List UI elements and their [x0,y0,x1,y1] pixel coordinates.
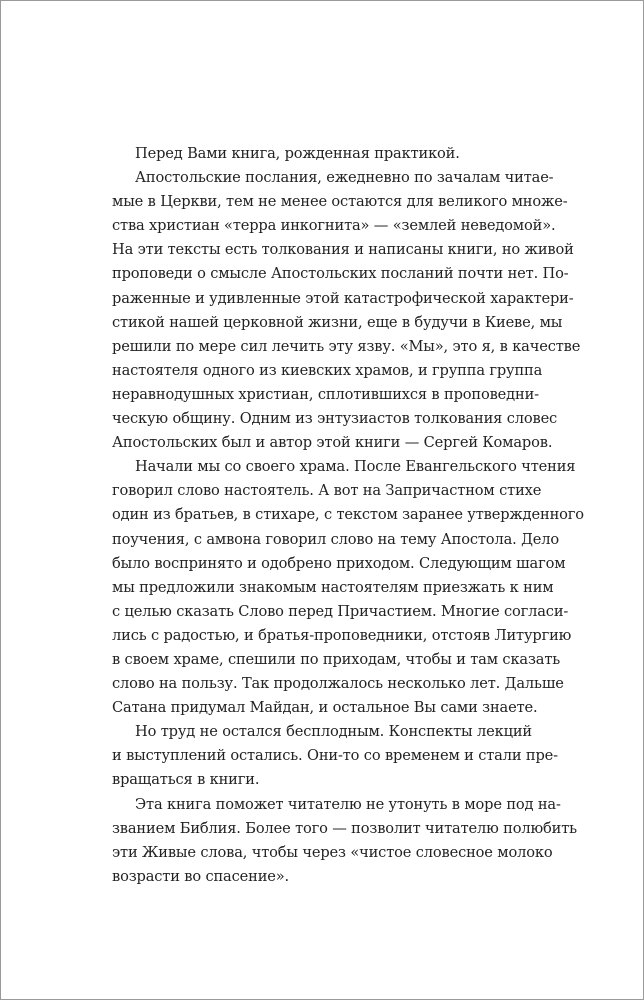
text-line: лись с радостью, и братья-проповедники, отстояв Литургию [112,626,572,644]
text-line: говорил слово настоятель. А вот на Запричастном стихе [112,482,542,500]
paragraph [112,793,577,889]
text-line: На эти тексты есть толкования и написаны книги, но живой [112,241,574,259]
text-line: возрасти во спасение». [112,867,290,885]
text-line: мые в Церкви, тем не менее остаются для великого множе- [112,193,568,211]
paragraph [112,166,581,455]
text-line: Перед Вами книга, рожденная практикой. [135,145,460,162]
text-line: Сатана придумал Майдан, и остальное Вы сами знаете. [112,699,538,717]
text-line: ческую общину. Одним из энтузиастов толкования словес [112,410,558,428]
text-line: проповеди о смысле Апостольских посланий почти нет. По- [112,265,569,283]
text-line: неравнодушных христиан, сплотившихся в проповедни- [112,385,539,403]
body-text [112,142,584,889]
text-line: мы предложили знакомым настоятелям приезжать к ним [112,578,554,596]
text-line: вращаться в книги. [112,771,260,789]
text-line: званием Библия. Более того — позволит читателю полюбить [112,819,577,837]
text-line: настоятеля одного из киевских храмов, и группа группа [112,361,543,379]
text-line: и выступлений остались. Они-то со временем и стали пре- [112,747,558,765]
text-line: ства христиан «терра инкогнита» — «землей неведомой». [112,217,556,235]
text-line: с целью сказать Слово перед Причастием. Многие согласи- [112,602,569,620]
text-line: Эта книга поможет читателю не утонуть в море под на- [135,795,561,813]
text-line: в своем храме, спешили по приходам, чтобы и там сказать [112,650,561,668]
text-line: эти Живые слова, чтобы через «чистое словесное молоко [112,843,553,861]
text-line: поучения, с амвона говорил слово на тему Апостола. Дело [112,530,560,548]
paragraph [112,142,532,166]
text-line: Апостольских был и автор этой книги — Сергей Комаров. [112,434,553,452]
text-line: решили по мере сил лечить эту язву. «Мы», это я, в качестве [112,337,581,355]
text-line: было воспринято и одобрено приходом. Следующим шагом [112,554,566,572]
text-line: Но труд не остался бесплодным. Конспекты лекций [135,723,532,741]
paragraph [112,720,558,792]
text-line: раженные и удивленные этой катастрофической характери- [112,289,574,307]
text-line: Начали мы со своего храма. После Евангельского чтения [135,458,576,476]
text-line: слово на пользу. Так продолжалось несколько лет. Дальше [112,675,564,693]
text-line: стикой нашей церковной жизни, еще в будучи в Киеве, мы [112,313,563,331]
paragraph [112,455,584,720]
text-line: Апостольские послания, ежедневно по зачалам читае- [135,169,554,187]
text-line: один из братьев, в стихаре, с текстом заранее утвержденного [112,506,584,524]
